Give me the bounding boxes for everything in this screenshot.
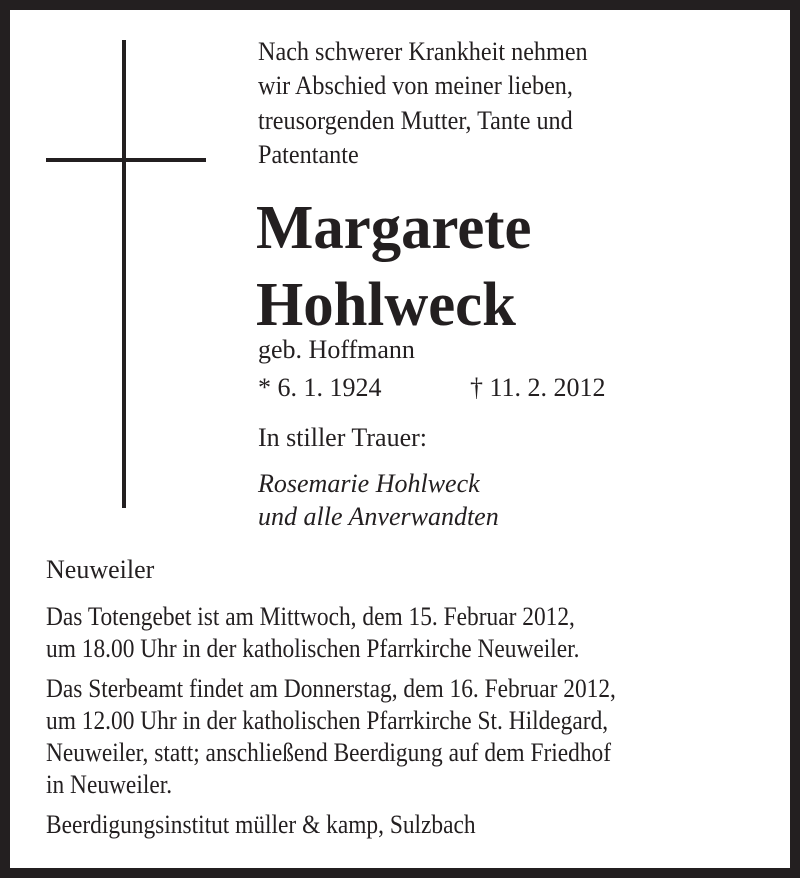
paragraph-line: Das Totengebet ist am Mittwoch, dem 15. Februar 2012, (46, 602, 575, 631)
obituary-notice (10, 10, 790, 868)
intro-line: wir Abschied von meiner lieben, (258, 71, 573, 100)
mourner-line: Rosemarie Hohlweck (258, 469, 480, 498)
cross-vertical-bar (122, 40, 126, 508)
place-name: Neuweiler (46, 555, 155, 584)
paragraph-line: Das Sterbeamt findet am Donnerstag, dem 16. Februar 2012, (46, 674, 616, 703)
paragraph-line: um 18.00 Uhr in der katholischen Pfarrkirche Neuweiler. (46, 634, 580, 663)
intro-line: Nach schwerer Krankheit nehmen (258, 37, 588, 66)
mourning-label: In stiller Trauer: (258, 423, 427, 452)
mourner-line: und alle Anverwandten (258, 502, 499, 531)
birth-date: * 6. 1. 1924 (258, 373, 382, 402)
paragraph-line: um 12.00 Uhr in der katholischen Pfarrkirche St. Hildegard, (46, 706, 609, 735)
undertaker: Beerdigungsinstitut müller & kamp, Sulzbach (46, 810, 476, 839)
intro-line: Patentante (258, 140, 359, 169)
maiden-name: geb. Hoffmann (258, 335, 415, 364)
paragraph-line: in Neuweiler. (46, 770, 173, 799)
paragraph-line: Neuweiler, statt; anschließend Beerdigung auf dem Friedhof (46, 738, 612, 767)
cross-horizontal-bar (46, 158, 206, 162)
intro-line: treusorgenden Mutter, Tante und (258, 106, 573, 135)
last-name: Hohlweck (256, 271, 516, 339)
death-date: † 11. 2. 2012 (470, 373, 606, 402)
first-name: Margarete (256, 194, 532, 262)
